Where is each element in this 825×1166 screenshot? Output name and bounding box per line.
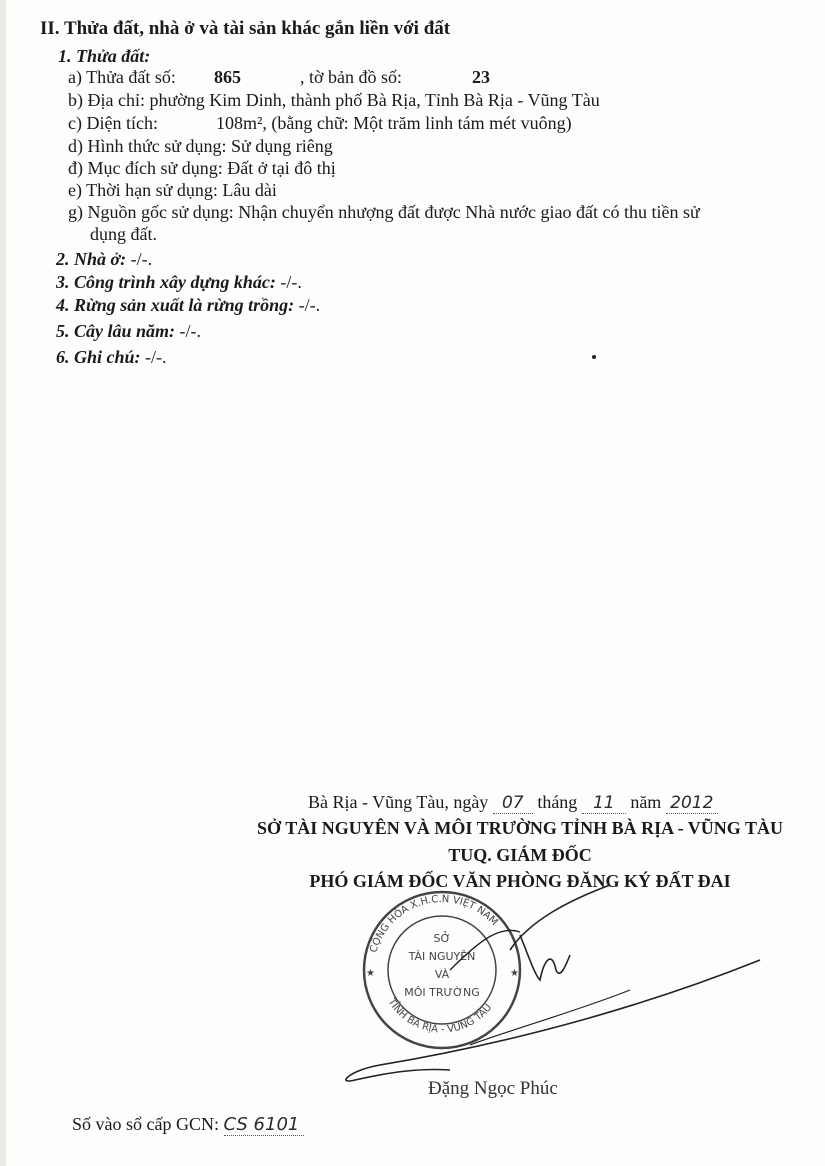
stamp-line-4: MÔI TRƯỜNG <box>404 986 480 999</box>
note-value: -/-. <box>145 347 167 367</box>
date-year: 2012 <box>666 793 718 814</box>
construction-label: 3. Công trình xây dựng khác: <box>56 272 276 292</box>
stamp-line-1: SỞ <box>433 932 451 945</box>
section-heading: II. Thửa đất, nhà ở và tài sản khác gắn liền với đất <box>40 18 451 39</box>
forest-label: 4. Rừng sản xuất là rừng trồng: <box>56 295 295 315</box>
area-value: 108m², (bằng chữ: Một trăm linh tám mét vuông) <box>216 113 572 133</box>
forest-value: -/-. <box>298 295 321 315</box>
stamp-line-3: VÀ <box>434 968 450 981</box>
stamp-outer-text: CỘNG HÒA X.H.C.N VIỆT NAM <box>368 893 500 955</box>
organization-name: SỞ TÀI NGUYÊN VÀ MÔI TRƯỜNG TỈNH BÀ RỊA - VŨNG TÀU <box>257 818 783 838</box>
registry-value: CS 6101 <box>224 1114 304 1136</box>
position-title: PHÓ GIÁM ĐỐC VĂN PHÒNG ĐĂNG KÝ ĐẤT ĐAI <box>309 871 731 891</box>
place-date-label: Bà Rịa - Vũng Tàu, ngày <box>308 792 489 812</box>
year-label: năm <box>630 792 662 812</box>
area-label: c) Diện tích: <box>68 113 158 133</box>
stamp-star-left: ★ <box>366 968 375 979</box>
perennial-value: -/-. <box>179 321 202 341</box>
house-label: 2. Nhà ở: <box>56 249 127 269</box>
map-number-label: , tờ bản đồ số: <box>300 67 403 87</box>
usage-term-line: e) Thời hạn sử dụng: Lâu dài <box>68 180 277 200</box>
address-line: b) Địa chỉ: phường Kim Dinh, thành phố Bà Rịa, Tỉnh Bà Rịa - Vũng Tàu <box>68 90 600 110</box>
date-day: 07 <box>493 793 533 814</box>
construction-value: -/-. <box>280 272 302 292</box>
month-label: tháng <box>537 792 578 812</box>
stamp-star-right: ★ <box>510 968 519 979</box>
note-row <box>56 347 167 368</box>
page-edge <box>0 0 6 1166</box>
parcel-title: 1. Thửa đất: <box>58 46 151 66</box>
ink-dot <box>592 355 596 359</box>
construction-row <box>56 272 302 293</box>
stamp-line-2: TÀI NGUYÊN <box>408 950 476 963</box>
date-line <box>308 792 718 814</box>
usage-form-line: d) Hình thức sử dụng: Sử dụng riêng <box>68 136 333 156</box>
usage-origin-line-2: dụng đất. <box>90 224 157 244</box>
registry-row <box>72 1114 304 1136</box>
house-row <box>56 249 152 270</box>
registry-label: Số vào sổ cấp GCN: <box>72 1114 219 1134</box>
signer-name: Đặng Ngọc Phúc <box>428 1078 558 1099</box>
note-label: 6. Ghi chú: <box>56 347 141 367</box>
perennial-row <box>56 321 201 342</box>
parcel-number-label: a) Thửa đất số: <box>68 67 176 87</box>
map-number: 23 <box>472 67 490 87</box>
usage-origin-line-1: g) Nguồn gốc sử dụng: Nhận chuyển nhượng đất được Nhà nước giao đất có thu tiền sử <box>68 202 700 222</box>
date-month: 11 <box>582 793 626 814</box>
perennial-label: 5. Cây lâu năm: <box>56 321 176 341</box>
stamp-bottom-text: TỈNH BÀ RỊA - VŨNG TÀU <box>385 996 495 1036</box>
handwritten-signature <box>330 880 810 1100</box>
parcel-number: 865 <box>214 67 241 87</box>
usage-purpose-line: đ) Mục đích sử dụng: Đất ở tại đô thị <box>68 158 336 178</box>
house-value: -/-. <box>130 249 153 269</box>
tuq-title: TUQ. GIÁM ĐỐC <box>448 845 592 865</box>
forest-row <box>56 295 320 316</box>
